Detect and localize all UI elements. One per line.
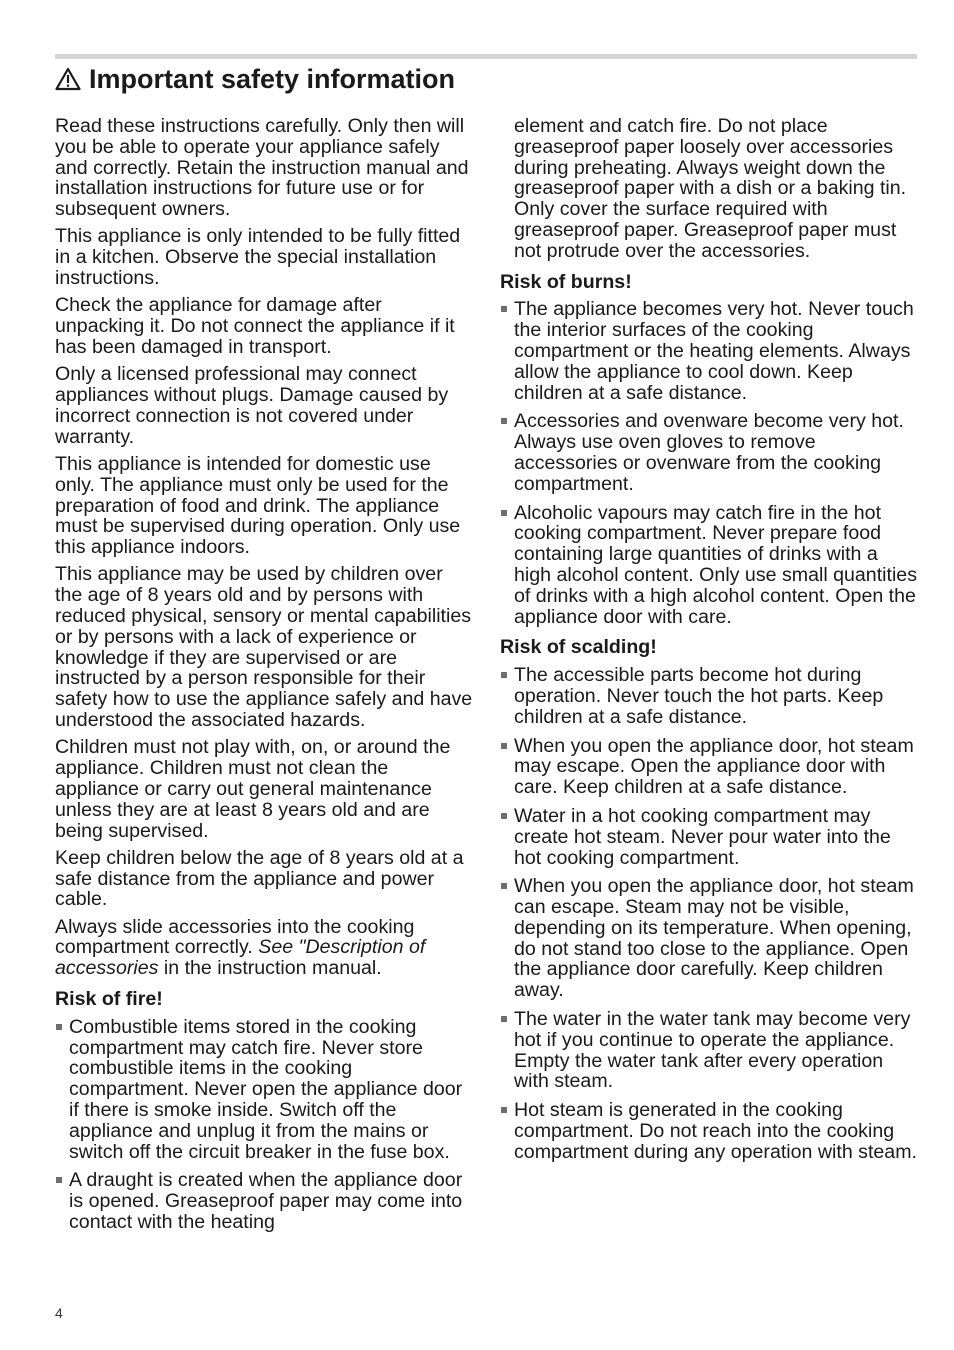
page-title bbox=[55, 62, 455, 96]
paragraph: This appliance may be used by children over the age of 8 years old and by persons with reduced physical, sensory or mental capabilities or by persons with a lack of experience or knowledge if they are supervised or are instructed by a person responsible for their safety how to use the appliance safely and have understood the associated hazards. bbox=[55, 563, 473, 732]
list-item: Water in a hot cooking compartment may create hot steam. Never pour water into the hot cooking compartment. bbox=[500, 806, 920, 868]
list-item: The water in the water tank may become very hot if you continue to operate the appliance. Empty the water tank after every operation with steam. bbox=[500, 1009, 920, 1092]
list-item: The accessible parts become hot during operation. Never touch the hot parts. Keep children at a safe distance. bbox=[500, 665, 920, 727]
page-number: 4 bbox=[55, 1305, 63, 1321]
header-rule bbox=[55, 54, 917, 59]
risk-of-scalding-heading: Risk of scalding! bbox=[500, 636, 657, 659]
burns-list bbox=[500, 299, 920, 627]
accessories-paragraph: Always slide accessories into the cooking compartment correctly. See "Description of accessories in the instruction manual. bbox=[55, 915, 426, 980]
list-item: Combustible items stored in the cooking compartment may catch fire. Never store combustible items in the cooking compartment. Never open the appliance door if there is smoke inside. Switch off the appliance and unplug it from the mains or switch off the circuit breaker in the fuse box. bbox=[55, 1017, 475, 1163]
risk-of-fire-heading: Risk of fire! bbox=[55, 988, 163, 1011]
warning-triangle-icon bbox=[55, 67, 81, 91]
fire-item-continuation: element and catch fire. Do not place greaseproof paper loosely over accessories during preheating. Always weight down the greaseproof paper with a dish or a baking tin. Only cover the surface required with greaseproof paper. Greaseproof paper must not protrude over the accessories. bbox=[514, 115, 907, 262]
paragraph: Children must not play with, on, or around the appliance. Children must not clean the appliance or carry out general maintenance unless they are at least 8 years old and are being supervised. bbox=[55, 736, 451, 842]
list-item: The appliance becomes very hot. Never touch the interior surfaces of the cooking compartment or the heating elements. Always allow the appliance to cool down. Keep children at a safe distance. bbox=[500, 299, 920, 403]
paragraph: Keep children below the age of 8 years old at a safe distance from the appliance and power cable. bbox=[55, 846, 464, 911]
paragraph: Only a licensed professional may connect appliances without plugs. Damage caused by incorrect connection is not covered under warranty. bbox=[55, 363, 449, 448]
right-column bbox=[500, 116, 920, 1171]
risk-of-burns-heading: Risk of burns! bbox=[500, 270, 632, 293]
left-column bbox=[55, 116, 475, 1241]
list-item: Alcoholic vapours may catch fire in the hot cooking compartment. Never prepare food containing large quantities of drinks with a high alcohol content. Only use small quantities of drinks with a high alcohol content. Open the appliance door with care. bbox=[500, 503, 920, 628]
scalding-list bbox=[500, 665, 920, 1163]
list-item: When you open the appliance door, hot steam can escape. Steam may not be visible, depending on its temperature. When opening, do not stand too close to the appliance. Open the appliance door carefully. Keep children away. bbox=[500, 876, 920, 1001]
list-item: When you open the appliance door, hot steam may escape. Open the appliance door with care. Keep children at a safe distance. bbox=[500, 736, 920, 798]
list-item: A draught is created when the appliance door is opened. Greaseproof paper may come into contact with the heating bbox=[55, 1170, 475, 1232]
page-title-text: Important safety information bbox=[89, 64, 456, 94]
fire-list bbox=[55, 1017, 475, 1233]
paragraph: Read these instructions carefully. Only then will you be able to operate your appliance safely and correctly. Retain the instruction manual and installation instructions for future use or for subsequent owners. bbox=[55, 115, 469, 221]
paragraph: This appliance is only intended to be fully fitted in a kitchen. Observe the special installation instructions. bbox=[55, 225, 461, 290]
paragraph: This appliance is intended for domestic use only. The appliance must only be used for the preparation of food and drink. The appliance must be supervised during operation. Only use this appliance indoors. bbox=[55, 452, 461, 559]
paragraph: Check the appliance for damage after unpacking it. Do not connect the appliance if it has been damaged in transport. bbox=[55, 294, 455, 358]
list-item: Accessories and ovenware become very hot. Always use oven gloves to remove accessories or ovenware from the cooking compartment. bbox=[500, 411, 920, 494]
accessories-reference: See "Description of accessories bbox=[55, 936, 426, 980]
list-item: Hot steam is generated in the cooking compartment. Do not reach into the cooking compartment during any operation with steam. bbox=[500, 1100, 920, 1162]
